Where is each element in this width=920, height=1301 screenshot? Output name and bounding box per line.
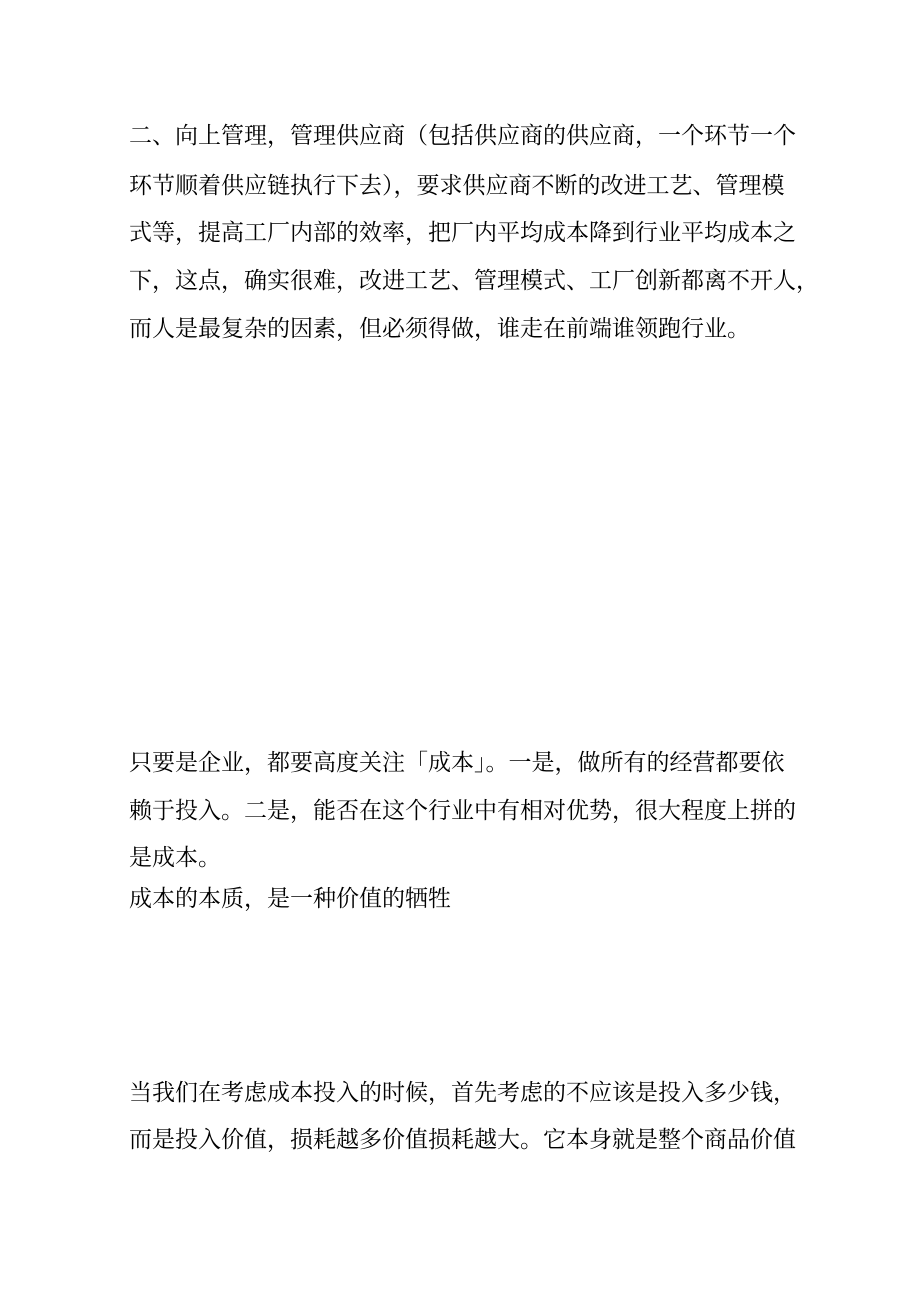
paragraph-line: 只要是企业，都要高度关注「成本」。一是，做所有的经营都要依 (129, 750, 785, 776)
paragraph-line: 下，这点，确实很难，改进工艺、管理模式、工厂创新都离不开人， (129, 268, 819, 294)
paragraph-line: 是成本。 (129, 845, 221, 871)
paragraph-line: 而人是最复杂的因素，但必须得做，谁走在前端谁领跑行业。 (129, 316, 750, 342)
paragraph-line: 环节顺着供应链执行下去），要求供应商不断的改进工艺、管理模 (129, 173, 785, 199)
paragraph-line: 二、向上管理，管理供应商（包括供应商的供应商，一个环节一个 (129, 123, 796, 149)
paragraph-line: 当我们在考虑成本投入的时候，首先考虑的不应该是投入多少钱， (129, 1080, 796, 1106)
section-heading: 成本的本质，是一种价值的牺牲 (129, 886, 451, 912)
paragraph-line: 赖于投入。二是，能否在这个行业中有相对优势，很大程度上拼的 (129, 798, 796, 824)
paragraph-line: 式等，提高工厂内部的效率，把厂内平均成本降到行业平均成本之 (129, 220, 796, 246)
paragraph-line: 而是投入价值，损耗越多价值损耗越大。它本身就是整个商品价值 (129, 1127, 796, 1153)
